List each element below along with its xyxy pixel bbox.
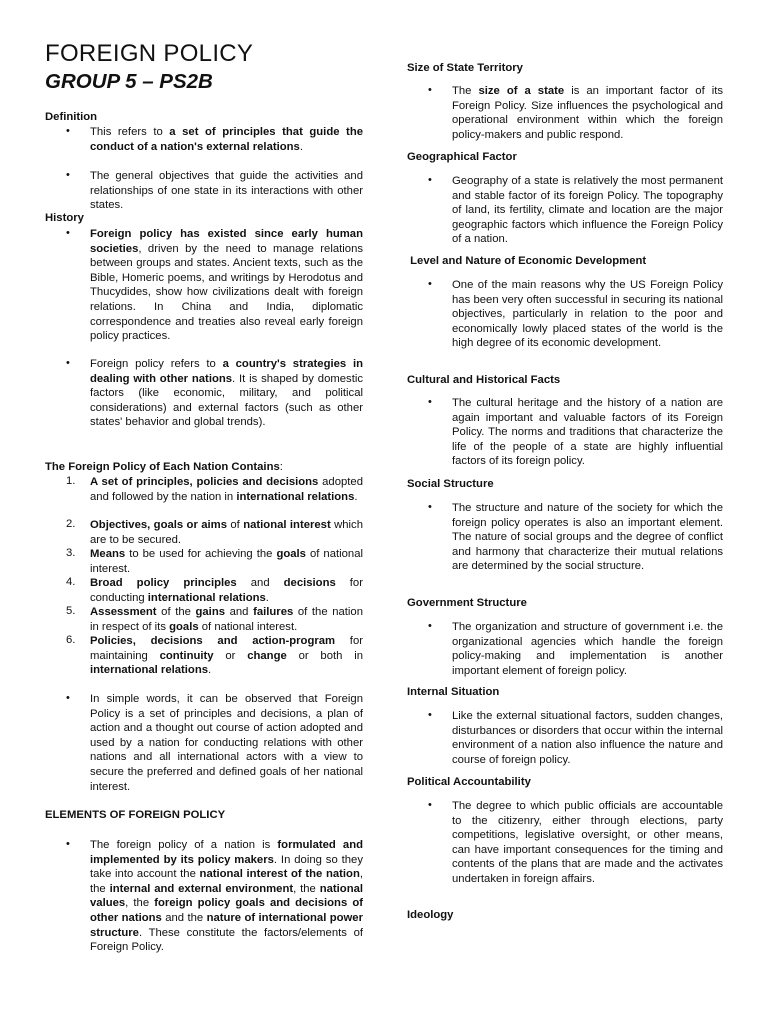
text-run: or both in <box>286 649 363 662</box>
bullet-icon: • <box>66 227 70 239</box>
text-run: and the <box>161 911 207 924</box>
text-run: for conducting <box>90 577 363 604</box>
text-run: , the <box>293 882 320 895</box>
text-run: . These constitute the factors/elements of Foreign Policy. <box>90 926 363 954</box>
text-run: adopted and followed by the nation in <box>90 476 363 503</box>
bold-text-run: international relations <box>90 664 209 677</box>
text-run: The foreign policy of a nation is <box>90 839 278 851</box>
bullet-icon: • <box>66 169 70 181</box>
text-run: of national interest. <box>198 620 298 633</box>
text-run: The general objectives that guide the activities and relationships of one state in its interactions with other states. <box>90 170 363 212</box>
text-run: . <box>299 140 303 153</box>
bold-text-run: size of a state <box>478 85 565 97</box>
bold-text-run: continuity <box>159 649 214 662</box>
text-run: , the <box>90 868 363 895</box>
contains-item <box>90 634 363 678</box>
bullet-icon: • <box>428 396 432 408</box>
contains-item <box>90 547 363 576</box>
bold-text-run: a country's strategies in dealing with other nations <box>90 358 363 385</box>
text-run: The organization and structure of government i.e. the organizational agencies which handle the foreign policy-making and implementation is another important element of foreign policy. <box>452 621 723 677</box>
text-run: Like the external situational factors, sudden changes, disturbances or disorders that occur within the internal environment of a nation also influence the nature and course of foreign policy. <box>452 710 723 766</box>
history-heading: History <box>45 212 84 224</box>
bold-text-run: Broad policy principles <box>90 577 237 589</box>
list-number: 1. <box>66 475 76 487</box>
text-run: of national interest. <box>90 548 363 575</box>
factor-heading: Level and Nature of Economic Development <box>407 255 647 267</box>
bold-text-run: goals <box>276 548 306 560</box>
text-run: to be used for achieving the <box>125 548 277 560</box>
document-title: FOREIGN POLICY <box>45 40 254 67</box>
bold-text-run: national values <box>90 882 364 910</box>
bold-text-run: Foreign policy has existed since early human societies <box>90 228 363 255</box>
text-run: The cultural heritage and the history of a nation are again important and valuable factors of its Foreign Policy. The norms and traditions that characterize the life of the people of a state are highly influential factors of its foreign policy. <box>452 397 723 468</box>
text-run: The structure and nature of the society for which the foreign policy operates is also an important element. The nature of social groups and the degree of conflict and harmony that characterize their mutual relations are determined by the social structure. <box>452 502 723 573</box>
factor-item <box>452 278 723 351</box>
definition-item <box>90 125 363 154</box>
document-subtitle: GROUP 5 – PS2B <box>45 70 213 93</box>
bullet-icon: • <box>428 84 432 96</box>
bold-text-run: international relations <box>236 490 355 503</box>
bold-text-run: nature of international power structure <box>90 911 363 939</box>
contains-summary <box>90 692 363 794</box>
factor-item <box>452 501 723 574</box>
factor-heading: Cultural and Historical Facts <box>407 374 561 386</box>
text-run: of <box>227 519 244 531</box>
list-number: 4. <box>66 576 76 588</box>
elements-item <box>90 838 363 955</box>
contains-item <box>90 518 363 547</box>
bold-text-run: internal and external environment <box>109 882 294 895</box>
bold-text-run: international relations <box>147 591 266 604</box>
factor-heading: Social Structure <box>407 478 494 490</box>
bullet-icon: • <box>428 174 432 186</box>
factor-item <box>452 709 723 767</box>
text-run: Geography of a state is relatively the most permanent and stable factor of its foreign Policy. The topography of land, its fertility, climate and location are the major geographic factors which influence the Foreign Policy of a nation. <box>452 175 723 246</box>
factor-item <box>452 799 723 887</box>
factor-item <box>452 396 723 469</box>
bullet-icon: • <box>428 799 432 811</box>
bold-text-run: goals <box>169 620 199 633</box>
text-run: is an important factor of its Foreign Policy. Size influences the psychological and operational environment within which the foreign policy-makers and public respond. <box>452 85 724 141</box>
bold-text-run: national interest <box>243 519 331 531</box>
bold-text-run: Objectives, goals or aims <box>90 519 227 531</box>
text-run: . In doing so they take into account the <box>90 853 363 881</box>
history-item <box>90 227 363 344</box>
text-run: for maintaining <box>90 635 363 662</box>
contains-item <box>90 475 363 504</box>
factor-heading: Ideology <box>407 909 454 921</box>
bold-text-run: Means <box>90 548 126 560</box>
contains-item <box>90 576 363 605</box>
text-run: and <box>225 606 254 618</box>
factor-heading: Internal Situation <box>407 686 500 698</box>
list-number: 6. <box>66 634 76 646</box>
history-item <box>90 357 363 430</box>
text-run: or <box>213 649 248 662</box>
text-run: . <box>265 591 269 604</box>
text-run: which are to be secured. <box>90 519 363 546</box>
text-run: The degree to which public officials are accountable to the citizenry, either through elections, party competitions, legislative oversight, or other means, can have important consequences for the timing and contents of the plans that are made and the activates undertaken in foreign affairs. <box>452 800 723 885</box>
factor-heading: Geographical Factor <box>407 151 517 163</box>
bold-text-run: gains <box>195 606 226 618</box>
list-number: 5. <box>66 605 76 617</box>
factor-item <box>452 620 723 678</box>
bold-text-run: national interest of the nation <box>199 868 360 881</box>
bullet-icon: • <box>428 501 432 513</box>
contains-heading: The Foreign Policy of Each Nation Contains: <box>45 461 283 473</box>
bullet-icon: • <box>66 838 70 850</box>
bold-text-run: A set of principles, policies and decisions <box>90 476 319 488</box>
bullet-icon: • <box>66 125 70 137</box>
bold-text-run: foreign policy goals and decisions of other nations <box>90 897 363 924</box>
bold-text-run: formulated and implemented by its policy makers <box>90 839 364 866</box>
bold-text-run: change <box>247 649 287 662</box>
factor-heading: Political Accountability <box>407 776 531 788</box>
text-run: of the nation in respect of its <box>90 606 363 633</box>
factor-heading: Government Structure <box>407 597 527 609</box>
bold-text-run: failures <box>253 606 294 618</box>
bullet-icon: • <box>66 692 70 704</box>
text-run: In simple words, it can be observed that Foreign Policy is a set of principles and decisions, a plan of action and a thought out course of action adopted and used by a nation for conducting relations with other nations and all international actors with a view to secure the preferred and defined goals of her national interest. <box>90 693 363 793</box>
text-run: and <box>236 577 284 589</box>
definition-item <box>90 169 363 213</box>
text-run: The <box>452 85 479 97</box>
text-run: . <box>208 664 212 677</box>
list-number: 3. <box>66 547 76 559</box>
bullet-icon: • <box>428 709 432 721</box>
factor-item <box>452 174 723 247</box>
text-run: Foreign policy refers to <box>90 358 223 370</box>
factor-item <box>452 84 723 142</box>
bold-text-run: decisions <box>283 577 336 589</box>
elements-heading: ELEMENTS OF FOREIGN POLICY <box>45 809 226 821</box>
text-run: One of the main reasons why the US Foreign Policy has been very often successful in securing its national objectives, particularly in relation to the poor and economically lowly placed states of the world is the high degree of its economic development. <box>452 279 723 350</box>
list-number: 2. <box>66 518 76 530</box>
bullet-icon: • <box>428 620 432 632</box>
bold-text-run: Assessment <box>90 606 157 618</box>
text-run: , the <box>125 897 155 910</box>
text-run: This refers to <box>90 126 170 138</box>
definition-heading: Definition <box>45 111 98 123</box>
text-run: , driven by the need to manage relations between groups and states. Ancient texts, such as the Bible, Homeric poems, and writings by Herodotus and Thucydides, show how civilizations dealt with foreign relations. In China and India, diplomatic correspondence and treaties also reveal early foreign policy practices. <box>90 242 363 343</box>
bullet-icon: • <box>66 357 70 369</box>
text-run: of the <box>156 606 196 618</box>
text-run: . <box>354 490 358 503</box>
bold-text-run: a set of principles that guide the conduct of a nation's external relations <box>90 126 363 153</box>
text-run: . It is shaped by domestic factors (like economic, military, and political considerations) and external factors (such as other states' behavior and global trends). <box>90 372 363 429</box>
factor-heading: Size of State Territory <box>407 62 523 74</box>
bullet-icon: • <box>428 278 432 290</box>
contains-item <box>90 605 363 634</box>
bold-text-run: Policies, decisions and action-program <box>90 635 336 647</box>
